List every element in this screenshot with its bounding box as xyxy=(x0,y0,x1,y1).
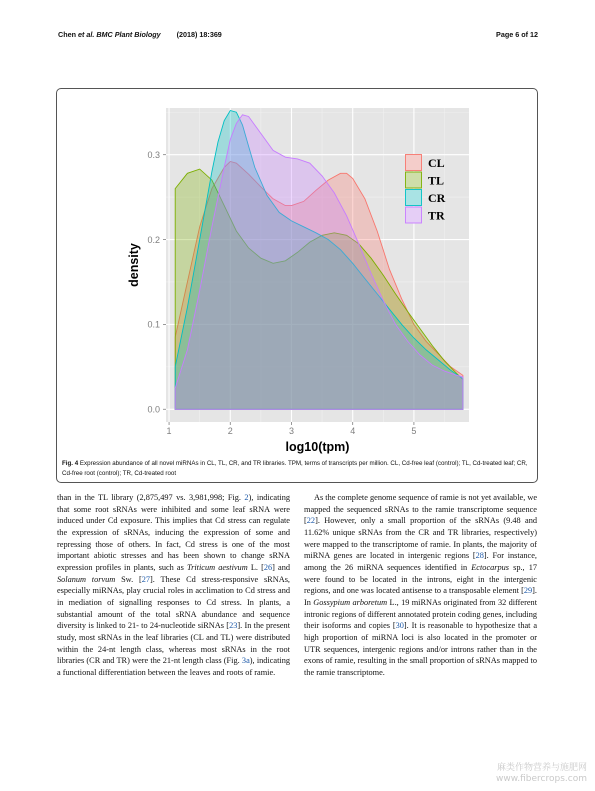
text-run: Gossypium arboretum xyxy=(313,597,388,607)
text-run: ]. In xyxy=(304,586,537,607)
header-authors: Chen xyxy=(58,30,76,39)
text-run: Sw. [ xyxy=(115,574,142,584)
x-tick-label: 1 xyxy=(166,426,172,436)
y-tick-label: 0.3 xyxy=(147,149,160,160)
citation-link[interactable]: 26 xyxy=(263,562,273,572)
citation-link[interactable]: 27 xyxy=(141,574,151,584)
text-run: ), indicating a functional differentiation between the leaves and roots of ramie. xyxy=(57,656,290,677)
legend-key-cr xyxy=(406,190,422,206)
text-run: ] and xyxy=(272,562,290,572)
body-column-left xyxy=(57,492,290,679)
citation-link[interactable]: 3a xyxy=(241,656,250,666)
text-run: sp., 17 were found to be located in the introns, eight in the intergenic regions, and one was located antisense to a transposable element [ xyxy=(304,562,537,596)
citation-link[interactable]: 2 xyxy=(244,493,249,502)
legend-label-cr: CR xyxy=(428,191,446,205)
text-run: Ectocarpus xyxy=(471,562,510,572)
text-run: ), indicating that some root sRNAs were inhibited and some leaf sRNA were induced under Cd exposure. This implies that Cd stress can regulate the expression of sRNAs, inducing the expression of some and repressing those of others. In fact, Cd stress is one of the most important abiotic stresses and has been shown to change sRNA expression profiles in plants, such as xyxy=(57,493,291,572)
x-tick-label: 3 xyxy=(288,426,294,436)
legend-key-cl xyxy=(406,155,422,171)
text-run: L. [ xyxy=(247,562,264,572)
x-axis-title: log10(tpm) xyxy=(285,440,350,454)
citation-link[interactable]: 23 xyxy=(229,621,238,631)
text-run: ]. In the present study, most sRNAs in the leaf libraries (CL and TL) were distributed within the 24-nt length class, whereas most sRNAs in the root libraries (CR and TR) were the 21-nt length class (Fig. xyxy=(57,621,290,666)
paragraph-right xyxy=(304,492,537,679)
citation-link[interactable]: 22 xyxy=(306,516,316,526)
caption-label: Fig. 4 xyxy=(62,460,79,467)
text-run: ]. These Cd stress-responsive sRNAs, especially miRNAs, play crucial roles in acclimation to Cd stress and in mediation of signalling responses to Cd stress. In plants, a substantial amount of the total sRNA abundance and sequence diversity is linked to 21- to 24-nucleotide siRNAs [ xyxy=(57,574,290,631)
x-tick-label: 4 xyxy=(350,426,356,436)
paragraph-left xyxy=(57,492,290,679)
header-citation: (2018) 18:369 xyxy=(176,30,222,39)
text-run: Solanum torvum xyxy=(57,574,116,584)
watermark-line2: www.fibercrops.com xyxy=(496,774,587,784)
y-tick-label: 0.1 xyxy=(147,319,160,330)
text-run: Triticum aestivum xyxy=(186,562,248,572)
legend-label-tl: TL xyxy=(428,173,445,188)
x-tick-label: 5 xyxy=(411,426,417,436)
header-journal: BMC Plant Biology xyxy=(96,30,161,39)
y-axis-title: density xyxy=(127,243,141,287)
watermark-line1: 麻类作物营养与施肥网 xyxy=(496,763,587,773)
legend-key-tr xyxy=(406,207,422,223)
citation-link[interactable]: 28 xyxy=(475,551,484,561)
figure-caption xyxy=(62,459,532,478)
text-run: As the complete genome sequence of ramie is not yet available, we mapped the sequenced sRNAs to the ramie transcriptome sequence [ xyxy=(304,493,538,526)
citation-link[interactable]: 29 xyxy=(523,586,533,596)
x-tick-label: 2 xyxy=(227,426,233,436)
text-run: ]. However, only a small proportion of the sRNAs (9.48 and 11.62% unique sRNAs from the CR and TR libraries, respectively) were mapped to the transcriptome of ramie. In plants, the majority of miRNA genes are located in intergenic regions [ xyxy=(304,516,537,561)
y-tick-label: 0.2 xyxy=(147,234,160,245)
page-number: Page 6 of 12 xyxy=(496,30,538,39)
citation-link[interactable]: 30 xyxy=(395,621,404,631)
text-run: ]. It is reasonable to hypothesize that a high proportion of miRNA loci is also located in the promoter or UTR sequences, intergenic regions and/or introns rather than in the exons of ramie, resulting in the small proportion of sRNAs mapped to the ramie transcriptome. xyxy=(304,621,538,677)
text-run: than in the TL library (2,875,497 vs. 3,981,998; Fig. xyxy=(57,493,245,502)
y-tick-label: 0.0 xyxy=(147,404,160,415)
legend-label-tr: TR xyxy=(428,208,445,223)
text-run: L., 19 miRNAs originated from 32 different intronic regions of different annotated protein coding genes, including their isoforms and copies [ xyxy=(304,597,537,631)
legend-label-cl: CL xyxy=(428,156,445,170)
header-etal: et al. xyxy=(77,30,95,39)
body-column-right xyxy=(304,492,537,679)
text-run: ]. For instance, among the 26 miRNA sequences identified in xyxy=(304,551,537,572)
legend-key-tl xyxy=(406,172,422,188)
watermark xyxy=(496,763,587,785)
caption-text: Expression abundance of all novel miRNAs in CL, TL, CR, and TR libraries. TPM, terms of transcripts per million. CL, Cd-free leaf (control); TL, Cd-treated leaf; CR, Cd-free root (control); TR, Cd-treated root xyxy=(62,460,528,477)
